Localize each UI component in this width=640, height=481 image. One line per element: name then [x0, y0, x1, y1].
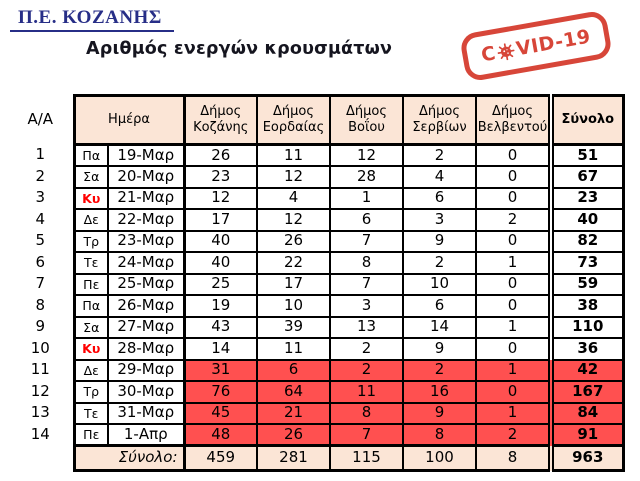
value-cell: 26 [257, 231, 330, 253]
day-abbrev-cell: Πα [74, 295, 108, 317]
row-total-cell: 84 [553, 403, 623, 425]
totals-label: Σύνολο: [74, 446, 184, 471]
value-cell: 12 [257, 166, 330, 188]
col-header-eordaia: Δήμος Εορδαίας [257, 96, 330, 145]
value-cell: 7 [330, 424, 403, 446]
day-abbrev-cell: Πα [74, 145, 108, 167]
corner-label: Α/Α [8, 96, 74, 145]
row-index: 10 [8, 338, 74, 360]
row-index: 8 [8, 295, 74, 317]
value-cell: 0 [476, 338, 549, 360]
row-total-cell: 51 [553, 145, 623, 167]
col-header-voio: Δήμος Βοΐου [330, 96, 403, 145]
date-cell: 25-Μαρ [108, 274, 184, 296]
table-row [8, 145, 623, 167]
value-cell: 2 [476, 424, 549, 446]
value-cell: 16 [403, 381, 476, 403]
value-cell: 2 [403, 360, 476, 382]
value-cell: 14 [403, 317, 476, 339]
value-cell: 17 [184, 209, 257, 231]
day-abbrev-cell: Πε [74, 274, 108, 296]
value-cell: 22 [257, 252, 330, 274]
table-row [8, 360, 623, 382]
active-cases-table [8, 94, 625, 472]
value-cell: 2 [330, 360, 403, 382]
value-cell: 7 [330, 231, 403, 253]
table-row [8, 188, 623, 210]
totals-kozani: 459 [184, 446, 257, 471]
value-cell: 11 [330, 381, 403, 403]
value-cell: 39 [257, 317, 330, 339]
row-index: 4 [8, 209, 74, 231]
value-cell: 0 [476, 295, 549, 317]
row-index: 2 [8, 166, 74, 188]
value-cell: 1 [476, 403, 549, 425]
row-total-cell: 59 [553, 274, 623, 296]
row-total-cell: 42 [553, 360, 623, 382]
day-abbrev-cell: Κυ [74, 338, 108, 360]
row-total-cell: 67 [553, 166, 623, 188]
value-cell: 26 [184, 145, 257, 167]
totals-row [8, 446, 623, 471]
row-index: 7 [8, 274, 74, 296]
date-cell: 20-Μαρ [108, 166, 184, 188]
header-row [8, 96, 623, 145]
row-total-cell: 36 [553, 338, 623, 360]
table-row [8, 317, 623, 339]
value-cell: 1 [476, 317, 549, 339]
value-cell: 2 [403, 252, 476, 274]
date-cell: 26-Μαρ [108, 295, 184, 317]
row-total-cell: 73 [553, 252, 623, 274]
row-index: 1 [8, 145, 74, 167]
row-total-cell: 23 [553, 188, 623, 210]
table-row [8, 424, 623, 446]
row-index: 9 [8, 317, 74, 339]
covid19-stamp [459, 10, 613, 83]
value-cell: 0 [476, 274, 549, 296]
day-abbrev-cell: Τρ [74, 381, 108, 403]
row-index: 6 [8, 252, 74, 274]
date-cell: 22-Μαρ [108, 209, 184, 231]
row-total-cell: 110 [553, 317, 623, 339]
value-cell: 0 [476, 145, 549, 167]
value-cell: 14 [184, 338, 257, 360]
value-cell: 8 [330, 403, 403, 425]
value-cell: 64 [257, 381, 330, 403]
value-cell: 12 [257, 209, 330, 231]
stamp-text-suffix: VID-19 [514, 25, 593, 61]
table-row [8, 381, 623, 403]
totals-corner [8, 446, 74, 471]
table-row [8, 209, 623, 231]
day-abbrev-cell: Σα [74, 317, 108, 339]
value-cell: 9 [403, 403, 476, 425]
value-cell: 4 [257, 188, 330, 210]
day-abbrev-cell: Δε [74, 209, 108, 231]
col-header-total: Σύνολο [553, 96, 623, 145]
value-cell: 4 [403, 166, 476, 188]
value-cell: 3 [403, 209, 476, 231]
value-cell: 23 [184, 166, 257, 188]
value-cell: 40 [184, 231, 257, 253]
col-header-servia: Δήμος Σερβίων [403, 96, 476, 145]
value-cell: 10 [403, 274, 476, 296]
value-cell: 21 [257, 403, 330, 425]
day-abbrev-cell: Τε [74, 252, 108, 274]
table-row [8, 166, 623, 188]
table-row [8, 403, 623, 425]
value-cell: 11 [257, 338, 330, 360]
date-cell: 28-Μαρ [108, 338, 184, 360]
value-cell: 48 [184, 424, 257, 446]
value-cell: 45 [184, 403, 257, 425]
value-cell: 28 [330, 166, 403, 188]
grand-total: 963 [553, 446, 623, 471]
row-total-cell: 82 [553, 231, 623, 253]
stamp-text-prefix: C [479, 42, 498, 67]
value-cell: 13 [330, 317, 403, 339]
value-cell: 40 [184, 252, 257, 274]
value-cell: 6 [403, 295, 476, 317]
date-cell: 1-Απρ [108, 424, 184, 446]
row-total-cell: 91 [553, 424, 623, 446]
totals-eordaia: 281 [257, 446, 330, 471]
value-cell: 8 [403, 424, 476, 446]
virus-icon [496, 41, 516, 61]
page-title: Π.Ε. ΚΟΖΑΝΗΣ [10, 7, 174, 32]
day-abbrev-cell: Σα [74, 166, 108, 188]
value-cell: 6 [257, 360, 330, 382]
day-abbrev-cell: Τε [74, 403, 108, 425]
table-row [8, 231, 623, 253]
table-row [8, 295, 623, 317]
value-cell: 12 [330, 145, 403, 167]
day-abbrev-cell: Πε [74, 424, 108, 446]
row-total-cell: 167 [553, 381, 623, 403]
row-index: 11 [8, 360, 74, 382]
date-cell: 23-Μαρ [108, 231, 184, 253]
value-cell: 12 [184, 188, 257, 210]
row-index: 13 [8, 403, 74, 425]
value-cell: 8 [330, 252, 403, 274]
date-cell: 21-Μαρ [108, 188, 184, 210]
date-cell: 27-Μαρ [108, 317, 184, 339]
value-cell: 0 [476, 166, 549, 188]
row-total-cell: 38 [553, 295, 623, 317]
date-cell: 29-Μαρ [108, 360, 184, 382]
value-cell: 31 [184, 360, 257, 382]
col-header-kozani: Δήμος Κοζάνης [184, 96, 257, 145]
row-index: 12 [8, 381, 74, 403]
value-cell: 7 [330, 274, 403, 296]
table-row [8, 338, 623, 360]
date-cell: 31-Μαρ [108, 403, 184, 425]
table-row [8, 252, 623, 274]
value-cell: 0 [476, 381, 549, 403]
row-index: 14 [8, 424, 74, 446]
day-abbrev-cell: Δε [74, 360, 108, 382]
totals-servia: 100 [403, 446, 476, 471]
value-cell: 1 [330, 188, 403, 210]
page-subtitle: Αριθμός ενεργών κρουσμάτων [86, 39, 393, 59]
value-cell: 1 [476, 252, 549, 274]
date-cell: 30-Μαρ [108, 381, 184, 403]
date-cell: 19-Μαρ [108, 145, 184, 167]
value-cell: 6 [403, 188, 476, 210]
value-cell: 9 [403, 338, 476, 360]
value-cell: 26 [257, 424, 330, 446]
col-header-day: Ημέρα [74, 96, 184, 145]
value-cell: 25 [184, 274, 257, 296]
value-cell: 10 [257, 295, 330, 317]
value-cell: 3 [330, 295, 403, 317]
value-cell: 9 [403, 231, 476, 253]
value-cell: 0 [476, 188, 549, 210]
value-cell: 2 [476, 209, 549, 231]
row-index: 5 [8, 231, 74, 253]
value-cell: 76 [184, 381, 257, 403]
day-abbrev-cell: Τρ [74, 231, 108, 253]
value-cell: 11 [257, 145, 330, 167]
value-cell: 6 [330, 209, 403, 231]
value-cell: 2 [330, 338, 403, 360]
totals-velvento: 8 [476, 446, 549, 471]
table-row [8, 274, 623, 296]
day-abbrev-cell: Κυ [74, 188, 108, 210]
date-cell: 24-Μαρ [108, 252, 184, 274]
totals-voio: 115 [330, 446, 403, 471]
value-cell: 17 [257, 274, 330, 296]
col-header-velvento: Δήμος Βελβεντού [476, 96, 549, 145]
row-index: 3 [8, 188, 74, 210]
value-cell: 0 [476, 231, 549, 253]
value-cell: 2 [403, 145, 476, 167]
value-cell: 1 [476, 360, 549, 382]
table-body [8, 145, 623, 446]
value-cell: 43 [184, 317, 257, 339]
value-cell: 19 [184, 295, 257, 317]
row-total-cell: 40 [553, 209, 623, 231]
